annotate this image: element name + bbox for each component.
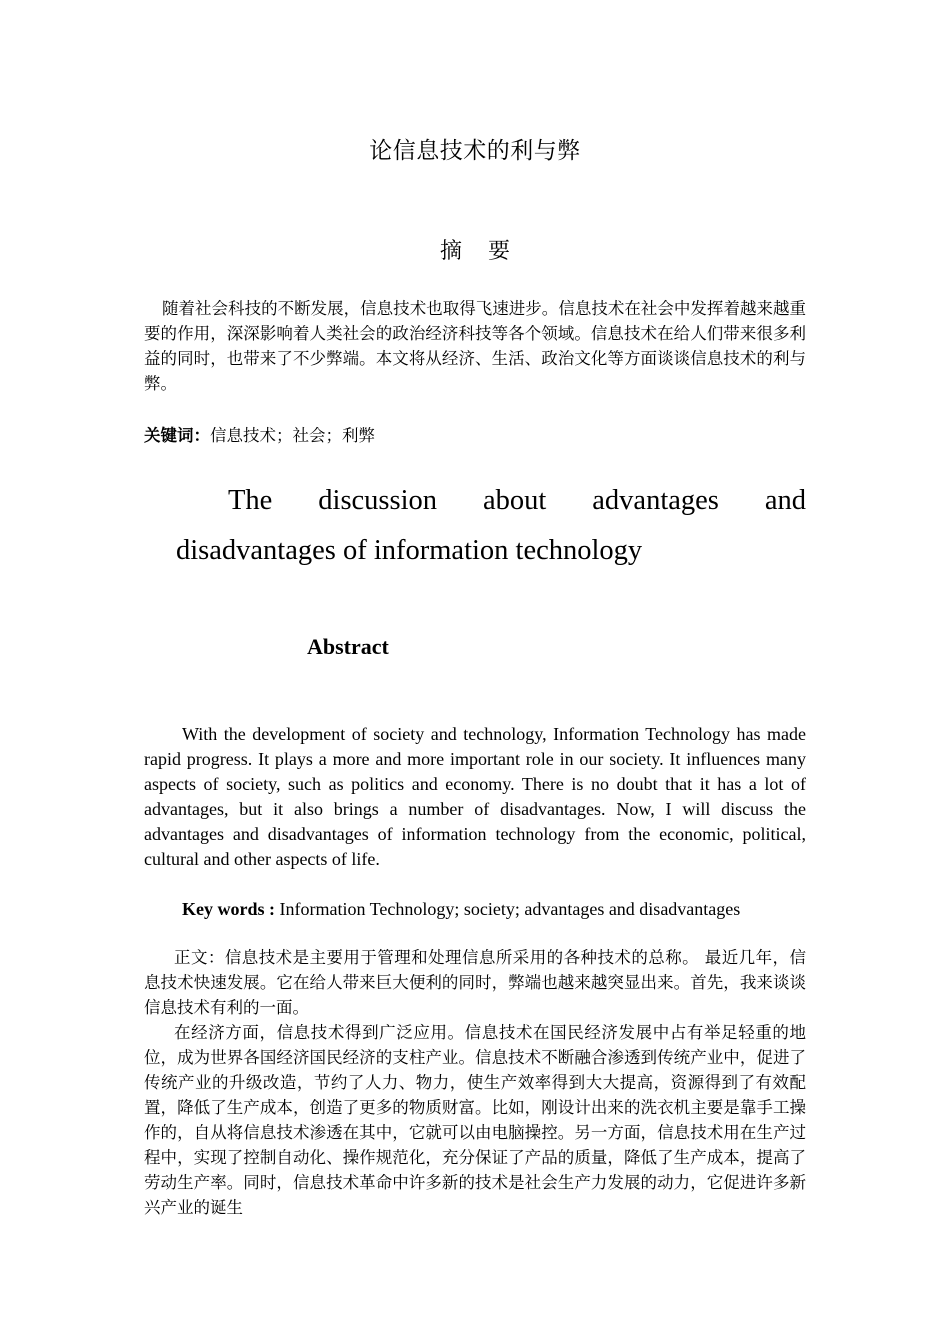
body-paragraph-2: 在经济方面，信息技术得到广泛应用。信息技术在国民经济发展中占有举足轻重的地位，成为世界各国经济国民经济的支柱产业。信息技术不断融合渗透到传统产业中，促进了传统产业的升级改造，节约了人力、物力，使生产效率得到大大提高，资源得到了有效配置，降低了生产成本，创造了更多的物质财富。比如，刚设计出来的洗衣机主要是靠手工操作的，自从将信息技术渗透在其中，它就可以由电脑操控。另一方面，信息技术用在生产过程中，实现了控制自动化、操作规范化，充分保证了产品的质量，降低了生产成本，提高了劳动生产率。同时，信息技术革命中许多新的技术是社会生产力发展的动力，它促进许多新兴产业的诞生 <box>144 1023 806 1217</box>
english-abstract: With the development of society and technology, Information Technology has made rapid progress. It plays a more and more important role in our society. It influences many aspects of society, such as politics and economy. There is no doubt that it has a lot of advantages, but it also brings a number of disadvantages. Now, I will discuss the advantages and disadvantages of information technology from the economic, political, cultural and other aspects of life. <box>144 724 806 869</box>
english-title-line-1: The discussion about advantages and <box>228 485 806 516</box>
chinese-keywords <box>144 423 806 448</box>
body-paragraph-1: 正文：信息技术是主要用于管理和处理信息所采用的各种技术的总称。 最近几年，信息技术快速发展。它在给人带来巨大便利的同时，弊端也越来越突显出来。首先，我来谈谈信息技术有利的一面。 <box>144 948 806 1017</box>
chinese-keywords-value: 信息技术；社会；利弊 <box>210 426 375 445</box>
chinese-title: 论信息技术的利与弊 <box>369 138 581 164</box>
chinese-abstract-heading: 摘要 <box>439 239 536 264</box>
body-text <box>144 945 806 1220</box>
english-keywords-label: Key words : <box>182 899 280 919</box>
english-abstract-heading: Abstract <box>307 634 389 659</box>
chinese-abstract: 随着社会科技的不断发展，信息技术也取得飞速进步。信息技术在社会中发挥着越来越重要的作用，深深影响着人类社会的政治经济科技等各个领域。信息技术在给人们带来很多利益的同时，也带来了不少弊端。本文将从经济、生活、政治文化等方面谈谈信息技术的利与弊。 <box>144 299 806 393</box>
english-title <box>176 476 806 576</box>
english-keywords <box>182 897 812 922</box>
english-keywords-value: Information Technology; society; advantages and disadvantages <box>279 899 741 919</box>
english-title-line-2: disadvantages of information technology <box>176 535 643 566</box>
chinese-keywords-label: 关键词： <box>144 426 210 445</box>
